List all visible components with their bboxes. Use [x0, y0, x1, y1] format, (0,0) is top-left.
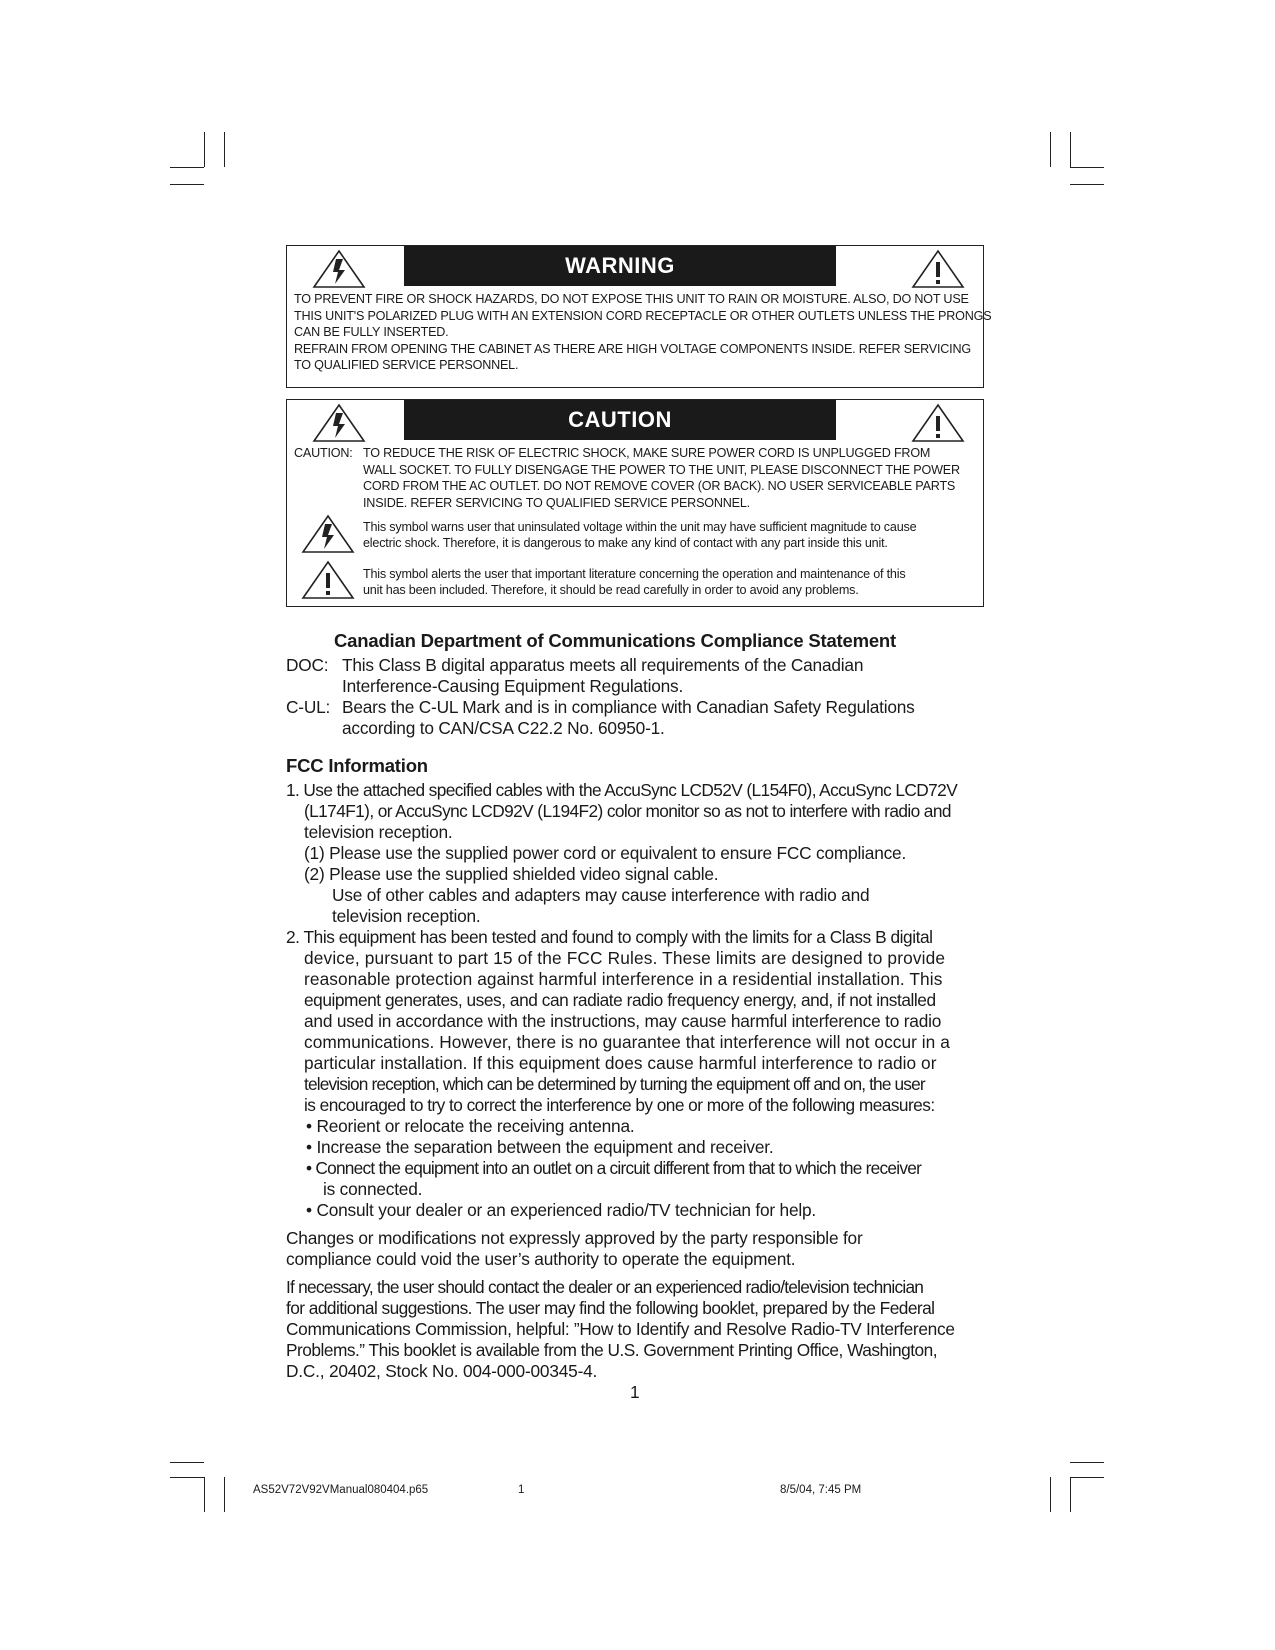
warning-title: WARNING: [404, 246, 836, 286]
warning-line: TO PREVENT FIRE OR SHOCK HAZARDS, DO NOT EXPOSE THIS UNIT TO RAIN OR MOISTURE. ALSO, DO NOT USE: [294, 292, 969, 306]
caution-line: WALL SOCKET. TO FULLY DISENGAGE THE POWER TO THE UNIT, PLEASE DISCONNECT THE POWER: [363, 463, 960, 477]
warning-line: THIS UNIT'S POLARIZED PLUG WITH AN EXTENSION CORD RECEPTACLE OR OTHER OUTLETS UNLESS THE PRONGS: [294, 309, 992, 323]
warning-line: REFRAIN FROM OPENING THE CABINET AS THERE ARE HIGH VOLTAGE COMPONENTS INSIDE. REFER SERVICING: [294, 342, 971, 356]
warning-line: TO QUALIFIED SERVICE PERSONNEL.: [294, 358, 519, 372]
fcc-item1-line: (L174F1), or AccuSync LCD92V (L194F2) color monitor so as not to interfere with radio and: [304, 801, 951, 821]
lightning-warning-icon: [312, 403, 366, 443]
caution-line: TO REDUCE THE RISK OF ELECTRIC SHOCK, MAKE SURE POWER CORD IS UNPLUGGED FROM: [363, 446, 931, 460]
fcc-item2-line: device, pursuant to part 15 of the FCC Rules. These limits are designed to provide: [304, 948, 946, 968]
voltage-symbol-text: electric shock. Therefore, it is dangerous to make any kind of contact with any part inside this unit.: [363, 536, 888, 550]
cul-label: C-UL:: [286, 697, 331, 717]
caution-title: CAUTION: [404, 400, 836, 440]
fcc-changes-line: Changes or modifications not expressly approved by the party responsible for: [286, 1228, 863, 1248]
fcc-contact-line: Communications Commission, helpful: ”How to Identify and Resolve Radio-TV Interference: [286, 1319, 955, 1339]
canadian-heading: Canadian Department of Communications Compliance Statement: [334, 630, 896, 651]
footer-timestamp: 8/5/04, 7:45 PM: [780, 1484, 862, 1496]
fcc-sub2-line: Use of other cables and adapters may cause interference with radio and: [332, 885, 870, 905]
fcc-sub1: (1) Please use the supplied power cord or equivalent to ensure FCC compliance.: [304, 843, 907, 863]
exclamation-warning-icon: [911, 403, 965, 443]
lightning-symbol-icon: [301, 514, 355, 554]
cul-line: according to CAN/CSA C22.2 No. 60950-1.: [342, 718, 665, 738]
warning-line: CAN BE FULLY INSERTED.: [294, 325, 449, 339]
fcc-contact-line: for additional suggestions. The user may find the following booklet, prepared by the Federal: [286, 1298, 935, 1318]
fcc-bullet: • Consult your dealer or an experienced radio/TV technician for help.: [306, 1200, 817, 1220]
exclamation-warning-icon: [911, 249, 965, 289]
fcc-item2-line: particular installation. If this equipment does cause harmful interference to radio or: [304, 1053, 937, 1073]
fcc-bullet: is connected.: [323, 1179, 423, 1199]
fcc-item2-line: television reception, which can be determined by turning the equipment off and on, the user: [304, 1074, 925, 1094]
fcc-item2-line: 2. This equipment has been tested and found to comply with the limits for a Class B digital: [286, 927, 933, 947]
voltage-symbol-text: This symbol warns user that uninsulated voltage within the unit may have sufficient magnitude to cause: [363, 520, 917, 534]
exclamation-symbol-icon: [301, 560, 355, 600]
fcc-contact-line: If necessary, the user should contact the dealer or an experienced radio/television technician: [286, 1277, 924, 1297]
fcc-item2-line: is encouraged to try to correct the interference by one or more of the following measures:: [304, 1095, 935, 1115]
fcc-bullet: • Reorient or relocate the receiving antenna.: [306, 1116, 635, 1136]
caution-line: CORD FROM THE AC OUTLET. DO NOT REMOVE COVER (OR BACK). NO USER SERVICEABLE PARTS: [363, 479, 956, 493]
literature-symbol-text: unit has been included. Therefore, it should be read carefully in order to avoid any problems.: [363, 583, 859, 597]
fcc-item2-line: and used in accordance with the instructions, may cause harmful interference to radio: [304, 1011, 942, 1031]
fcc-item2-line: equipment generates, uses, and can radiate radio frequency energy, and, if not installed: [304, 990, 936, 1010]
caution-label: CAUTION:: [294, 446, 353, 460]
fcc-changes-line: compliance could void the user’s authority to operate the equipment.: [286, 1249, 796, 1269]
fcc-sub2-line: television reception.: [332, 906, 481, 926]
literature-symbol-text: This symbol alerts the user that important literature concerning the operation and maintenance of this: [363, 567, 906, 581]
fcc-heading: FCC Information: [286, 755, 428, 776]
fcc-item2-line: reasonable protection against harmful interference in a residential installation. This: [304, 969, 943, 989]
fcc-sub2: (2) Please use the supplied shielded video signal cable.: [304, 864, 719, 884]
fcc-bullet: • Increase the separation between the equipment and receiver.: [306, 1137, 774, 1157]
cul-line: Bears the C-UL Mark and is in compliance with Canadian Safety Regulations: [342, 697, 915, 717]
page-number: 1: [630, 1382, 640, 1402]
warning-box: [286, 245, 992, 388]
footer-file: AS52V72V92VManual080404.p65: [253, 1484, 429, 1496]
fcc-item1-line: television reception.: [304, 822, 453, 842]
lightning-warning-icon: [312, 249, 366, 289]
doc-label: DOC:: [286, 655, 329, 675]
fcc-item2-line: communications. However, there is no guarantee that interference will not occur in a: [304, 1032, 950, 1052]
doc-line: This Class B digital apparatus meets all requirements of the Canadian: [342, 655, 864, 675]
fcc-contact-line: D.C., 20402, Stock No. 004-000-00345-4.: [286, 1361, 598, 1381]
fcc-contact-line: Problems.” This booklet is available from the U.S. Government Printing Office, Washington,: [286, 1340, 938, 1360]
fcc-item1-line: 1. Use the attached specified cables with the AccuSync LCD52V (L154F0), AccuSync LCD72V: [286, 780, 958, 800]
footer-page: 1: [518, 1484, 525, 1496]
caution-box: [286, 399, 984, 607]
fcc-bullet: • Connect the equipment into an outlet on a circuit different from that to which the receiver: [306, 1158, 922, 1178]
caution-line: INSIDE. REFER SERVICING TO QUALIFIED SERVICE PERSONNEL.: [363, 496, 750, 510]
doc-line: Interference-Causing Equipment Regulations.: [342, 676, 684, 696]
